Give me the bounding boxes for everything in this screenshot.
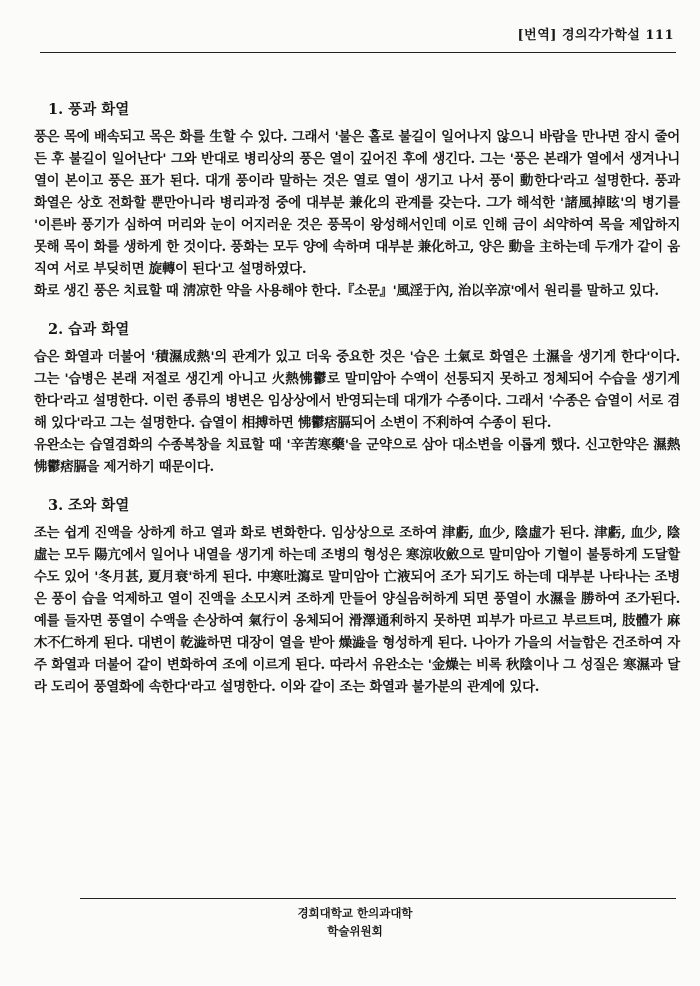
- section-title: 3. 조와 화열: [48, 497, 130, 514]
- paragraph: 화로 생긴 풍은 치료할 때 淸凉한 약을 사용해야 한다.『소문』'風淫于內, 治以辛凉'에서 원리를 말하고 있다.: [34, 283, 659, 299]
- paragraph: 조는 쉽게 진액을 상하게 하고 열과 화로 변화한다. 임상상으로 조하여 津虧, 血少, 陰虛가 된다. 津虧, 血少, 陰虛는 모두 陽亢에서 일어나 내열을 생기게 하는데 조병의 형성은 寒涼收斂으로 말미암아 기혈이 불통하게 도달할 수도 있어 '冬月甚, 夏月衰'하게 된다. 中寒吐瀉로 말미암아 亡液되어 조가 되기도 하는데 대부분 나타나는 조병은 풍이 습을 억제하고 열이 진액을 소모시켜 조하게 만들어 양실음허하게 되면 풍열이 水濕을 勝하여 조가된다. 예를 들자면 풍열이 수액을 손상하여 氣行이 옹체되어 滑澤通利하지 못하면 피부가 마르고 부르트며, 肢體가 麻木不仁하게 된다. 대변이 乾澁하면 대장이 열을 받아 燥澁을 형성하게 된다. 나아가 가을의 서늘함은 건조하여 자주 화열과 더불어 같이 변화하여 조에 이르게 된다. 따라서 유완소는 '金燥는 비록 秋陰이나 그 성질은 寒濕과 달라 도리어 풍열화에 속한다'라고 설명한다. 이와 같이 조는 화열과 불가분의 관계에 있다.: [34, 525, 680, 695]
- section-wind-fire: [34, 98, 680, 302]
- paragraph: 습은 화열과 더불어 '積濕成熱'의 관계가 있고 더욱 중요한 것은 '습은 土氣로 화열은 土濕을 생기게 한다'이다. 그는 '습병은 본래 저절로 생긴게 아니고 火熱怫鬱로 말미암아 수액이 선통되지 못하고 정체되어 수습을 생기게 한다'라고 설명한다. 이런 종류의 병변은 임상상에서 반영되는데 대개가 수종이다. 그래서 '수종은 습열이 서로 겸해 있다'라고 그는 설명한다. 습열이 相搏하면 怫鬱痞膈되어 소변이 不利하여 수종이 된다.: [34, 349, 680, 431]
- footer-institution: 경희대학교 한의과대학: [297, 906, 413, 920]
- footer-rule: [80, 898, 676, 899]
- paragraph: 풍은 목에 배속되고 목은 화를 生할 수 있다. 그래서 '불은 홀로 불길이 일어나지 않으니 바람을 만나면 잠시 줄어든 후 불길이 일어난다' 그와 반대로 병리상의 풍은 열이 깊어진 후에 생긴다. 그는 '풍은 본래가 열에서 생겨나니 열이 본이고 풍은 표가 된다. 대개 풍이라 말하는 것은 열로 열이 생기고 나서 풍이 動한다'라고 설명한다. 풍과 화열은 상호 전화할 뿐만아니라 병리과정 중에 대부분 兼化의 관계를 갖는다. 그가 해석한 '諸風掉眩'의 병기를 '이른바 풍기가 심하여 머리와 눈이 어지러운 것은 풍목이 왕성해서인데 이로 인해 금이 쇠약하여 목을 제압하지 못해 목이 화를 생하게 한 것이다. 풍화는 모두 양에 속하며 대부분 兼化하고, 양은 動을 主하는데 두개가 같이 움직여 서로 부딪히면 旋轉이 된다'고 설명하였다.: [34, 129, 680, 277]
- footer: [0, 904, 700, 940]
- running-header: [번역] 경의각가학설 111: [517, 28, 674, 43]
- page-body: [34, 98, 680, 714]
- section-title: 1. 풍과 화열: [48, 101, 130, 118]
- header-rule: [40, 52, 676, 53]
- paragraph: 유완소는 습열겸화의 수종복창을 치료할 때 '辛苦寒藥'을 군약으로 삼아 대소변을 이롭게 했다. 신고한약은 濕熱怫鬱痞膈을 제거하기 때문이다.: [34, 437, 680, 475]
- section-dryness-fire: [34, 494, 680, 698]
- section-title: 2. 습과 화열: [48, 321, 130, 338]
- footer-committee: 학술위원회: [327, 924, 383, 938]
- section-damp-fire: [34, 318, 680, 478]
